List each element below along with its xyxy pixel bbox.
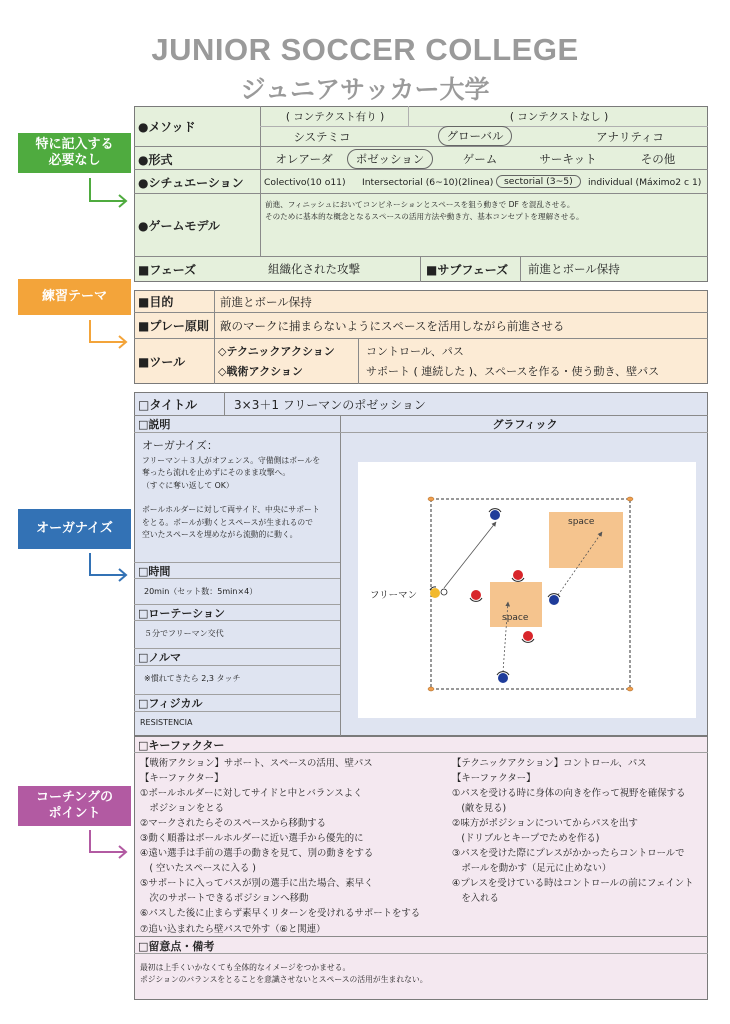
- objective-label: ■目的: [138, 295, 174, 309]
- tech-action-value: コントロール、パス: [366, 345, 464, 358]
- rotation-value: ５分でフリーマン交代: [144, 628, 224, 638]
- method-systemico: システミコ: [293, 129, 351, 144]
- cone: [627, 687, 633, 691]
- tactical-action-label: ◇戦術アクション: [218, 365, 303, 378]
- tag-coaching: コーチングの ポイント: [18, 786, 131, 826]
- space-label-1: space: [568, 517, 595, 527]
- context-yes: ( コンテクスト有り ): [285, 111, 385, 123]
- principle-value: 敵のマークに捕まらないようにスペースを活用しながら前進させる: [220, 318, 565, 333]
- tag-theme: 練習テーマ: [18, 279, 131, 315]
- tools-label: ■ツール: [138, 355, 186, 369]
- organize-title-label: □タイトル: [138, 397, 198, 412]
- tactics-diagram-svg: [358, 462, 696, 718]
- situation-individual: individual (Máximo2 c 1): [588, 176, 702, 188]
- cone: [428, 497, 434, 501]
- method-label: ●メソッド: [138, 119, 196, 134]
- pass-arrow: [444, 522, 496, 588]
- situation-sectorial-selected: sectorial (3~5): [496, 175, 581, 188]
- description-text: フリーマン＋３人がオフェンス。守備側はボールを 奪ったら流れを止めずにそのまま攻撃へ。 （すぐに奪い返して OK） ボールホルダーに対して両サイド、中央にサポート をとる。ボールが動くとスペースが生まれるので 空いたスペースを埋めながら流動的に動く。: [142, 456, 321, 539]
- side-arrows: [0, 0, 140, 1024]
- method-analitico: アナリティコ: [596, 129, 664, 144]
- key-factor-label: □キーファクター: [138, 738, 225, 752]
- rotation-label: □ローテーション: [138, 606, 225, 620]
- norma-label: □ノルマ: [138, 651, 181, 664]
- subphase-label: ■サブフェーズ: [426, 262, 509, 277]
- format-possession-selected: ポゼッション: [347, 149, 434, 169]
- situation-sectorial: [496, 172, 581, 191]
- space-label-2: space: [502, 613, 529, 623]
- organize-title-value: 3×3＋1 フリーマンのポゼッション: [234, 397, 426, 412]
- time-label: □時間: [138, 564, 171, 578]
- notes-label: □留意点・備考: [138, 939, 215, 953]
- description-label: □説明: [138, 418, 171, 431]
- tech-action-label: ◇テクニックアクション: [218, 345, 335, 358]
- physical-value: RESISTENCIA: [140, 717, 193, 727]
- phase-value: 組織化された攻撃: [268, 262, 360, 276]
- title-english: JUNIOR SOCCER COLLEGE: [151, 32, 579, 67]
- format-game: ゲーム: [462, 152, 498, 166]
- principle-label: ■プレー原則: [138, 319, 209, 333]
- graphic-label: グラフィック: [492, 418, 558, 431]
- method-global-selected: グローバル: [438, 126, 513, 146]
- key-factor-tactical: 【戦術アクション】サポート、スペースの活用、壁パス 【キーファクター】 ①ボールホルダーに対してサイドと中とバランスよく ポジションをとる ②マークされたらそのスペースから移動する ③動く順番はボールホルダーに近い選手から優先的に ④遠い選手は手前の選手の動きを見て、別の動きをする ( 空いたスペースに入る ) ⑤サポートに入ってパスが別の選手に出た場合、素早く 次のサポートできるポジションへ移動 ⑥パスした後に止まらず素早くリターンを受けれるサポートをする ⑦追い込まれたら壁パスで外す（⑥と関連）: [140, 758, 421, 935]
- ball: [441, 589, 447, 595]
- time-value: 20min（セット数：5min×4）: [144, 586, 258, 596]
- physical-label: □フィジカル: [138, 697, 203, 710]
- cone: [627, 497, 633, 501]
- format-possession: [344, 149, 436, 168]
- situation-colectivo: Colectivo(10 o11): [264, 176, 346, 188]
- situation-intersectorial: Intersectorial (6~10)(2linea): [362, 176, 494, 188]
- organize-heading: オーガナイズ：: [142, 439, 218, 452]
- situation-label: ●シチュエーション: [138, 175, 244, 190]
- subphase-value: 前進とボール保持: [528, 262, 620, 276]
- game-model-text: 前進、フィニッシュにおいてコンビネーションとスペースを狙う動きで DF を混乱させる。 そのために基本的な概念となるスペースの活用方法や動き方、基本コンセプトを理解させる。: [265, 200, 584, 221]
- phase-label: ■フェーズ: [138, 262, 197, 277]
- notes-text: 最初は上手くいかなくても全体的なイメージをつかませる。 ポジションのバランスをとることを意識させないとスペースの活用が生まれない。: [140, 963, 428, 985]
- tag-no-entry: 特に記入する 必要なし: [18, 133, 131, 173]
- freeman-player: [430, 588, 440, 598]
- game-model-label: ●ゲームモデル: [138, 218, 220, 233]
- method-global: [430, 127, 520, 145]
- cone: [428, 687, 434, 691]
- format-other: その他: [640, 152, 676, 166]
- tactical-action-value: サポート ( 連続した )、スペースを作る・使う動き、壁パス: [366, 365, 660, 378]
- title-japanese: ジュニアサッカー大学: [240, 75, 490, 104]
- format-circuit: サーキット: [539, 152, 597, 166]
- format-label: ●形式: [138, 152, 173, 167]
- context-no: ( コンテクストなし ): [509, 111, 609, 123]
- tag-organize: オーガナイズ: [18, 509, 131, 549]
- norma-value: ※慣れてきたら 2,3 タッチ: [144, 673, 241, 683]
- objective-value: 前進とボール保持: [220, 294, 312, 309]
- format-oleada: オレアーダ: [275, 152, 333, 166]
- freeman-label: フリーマン: [370, 590, 418, 601]
- key-factor-technical: 【テクニックアクション】コントロール、パス 【キーファクター】 ①パスを受ける時に身体の向きを作って視野を確保する (敵を見る) ②味方がポジションについてからパスを出す (ドリブルとキープでためを作る) ③パスを受けた際にプレスがかかったらコントロールで ボールを動かす（足元に止めない） ④プレスを受けている時はコントロールの前にフェイント を入れる: [452, 758, 694, 905]
